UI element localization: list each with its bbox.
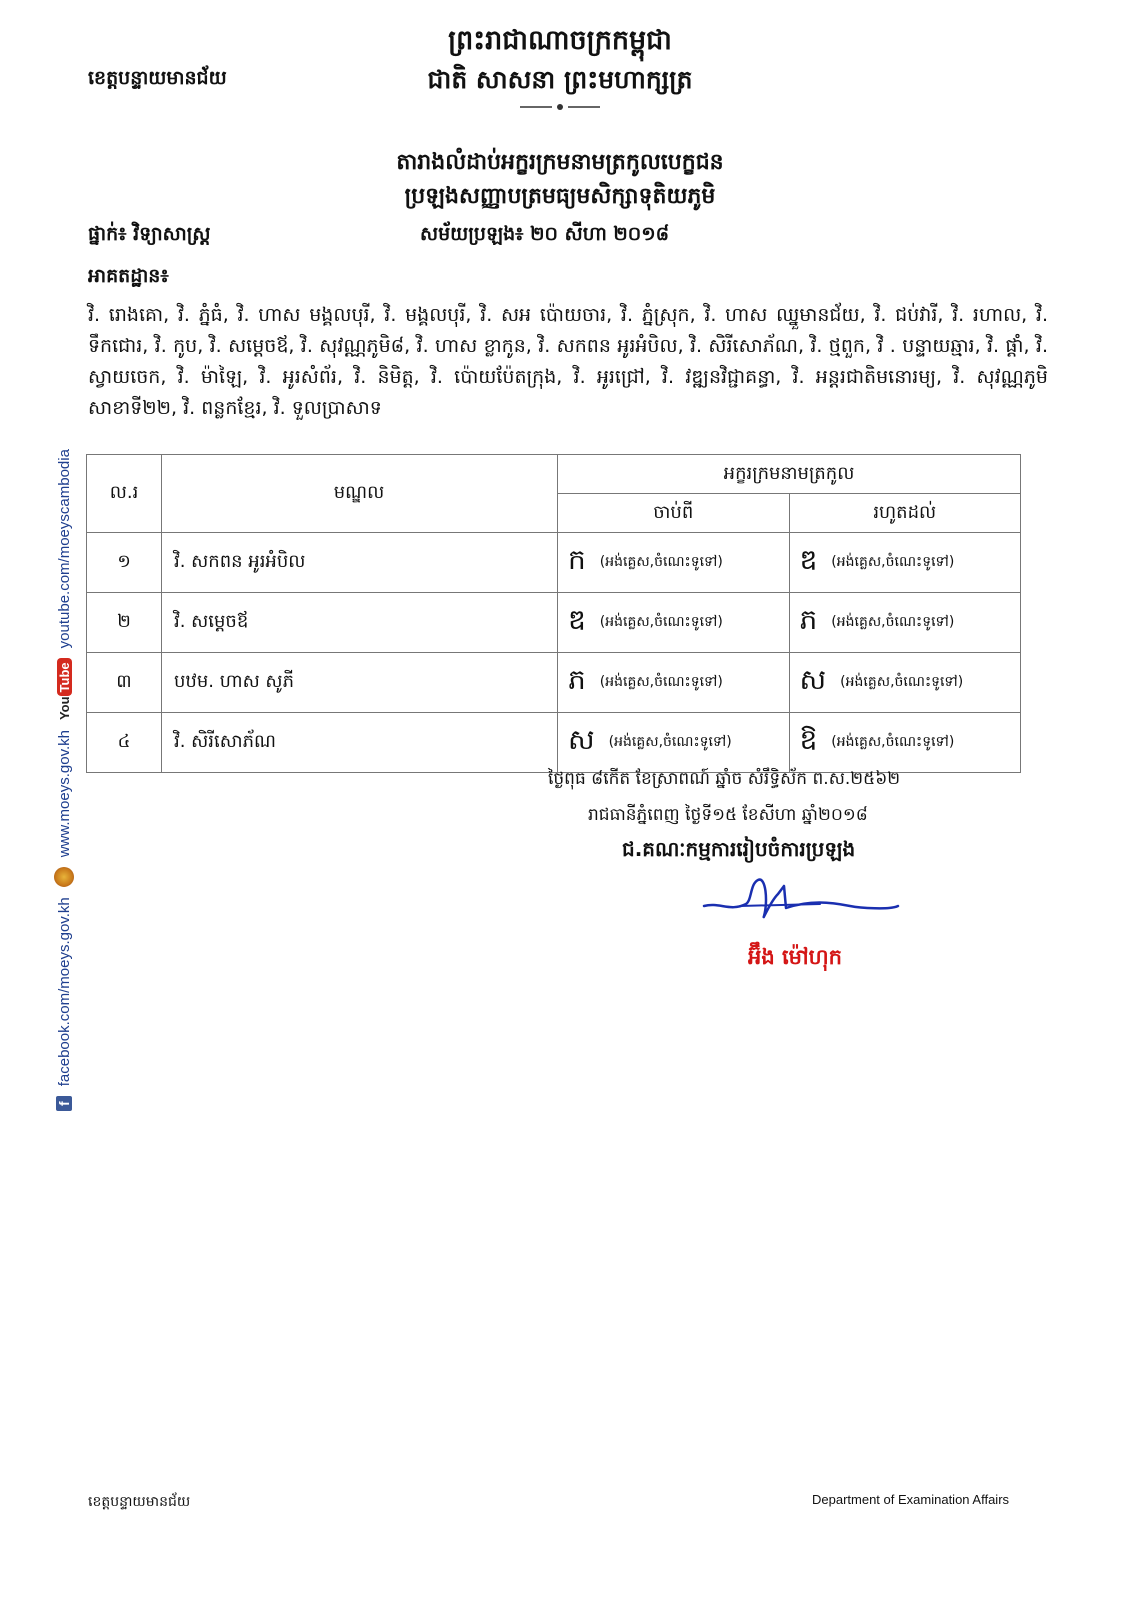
from-letter: ក	[568, 543, 586, 576]
row-center: វិ. សកពន អូរអំបិល	[162, 533, 558, 593]
from-note: (អង់គ្លេស,ចំណេះទូទៅ)	[599, 674, 723, 690]
document-title	[300, 146, 820, 214]
facebook-icon: f	[56, 1096, 72, 1111]
subject-label: ផ្នាក់៖ វិទ្យាសាស្ត្រ	[88, 223, 211, 245]
to-letter: ឌ	[799, 543, 818, 576]
lunar-date: ថ្ងៃពុធ ៨កើត ខែស្រាពណ៍ ឆ្នាំច សំរឹទ្ធិស័ក ព.ស.២៥៦២	[548, 769, 901, 789]
header-no: ល.រ	[87, 455, 162, 533]
row-number: ១	[87, 533, 162, 593]
to-letter: ស	[799, 663, 827, 696]
title-line-1: តារាងលំដាប់អក្ខរក្រមនាមត្រកូលបេក្ខជន	[396, 150, 724, 175]
row-from	[558, 653, 790, 713]
title-line-2: ប្រឡងសញ្ញាបត្រមធ្យមសិក្សាទុតិយភូមិ	[404, 184, 716, 209]
row-center: វិ. សិរីសោភ័ណ	[162, 713, 558, 773]
to-note: (អង់គ្លេស,ចំណេះទូទៅ)	[831, 614, 955, 630]
ministry-emblem-icon	[54, 867, 74, 887]
row-number: ៣	[87, 653, 162, 713]
to-note: (អង់គ្លេស,ចំណេះទូទៅ)	[840, 674, 964, 690]
facebook-link[interactable]: facebook.com/moeys.gov.kh	[55, 897, 73, 1087]
from-note: (អង់គ្លេស,ចំណេះទូទៅ)	[599, 554, 723, 570]
exam-session-date: សម័យប្រឡង៖ ២០ សីហា ២០១៨	[420, 223, 670, 245]
from-letter: ឌ	[568, 603, 586, 636]
table-row	[87, 713, 1021, 773]
province-label: ខេត្តបន្ទាយមានជ័យ	[88, 67, 227, 89]
website-link[interactable]: www.moeys.gov.kh	[55, 730, 73, 858]
to-note: (អង់គ្លេស,ចំណេះទូទៅ)	[831, 554, 955, 570]
youtube-link[interactable]: youtube.com/moeyscambodia	[55, 449, 73, 649]
row-center: វិ. សម្តេចឪ	[162, 593, 558, 653]
footer-department: Department of Examination Affairs	[812, 1492, 1010, 1507]
table-row	[87, 593, 1021, 653]
from-letter: ភ	[568, 663, 586, 696]
youtube-icon	[56, 658, 73, 720]
from-letter: ស	[568, 723, 595, 756]
signature-mark	[700, 872, 900, 932]
header-from: ចាប់ពី	[558, 494, 790, 533]
row-number: ២	[87, 593, 162, 653]
table-row	[87, 533, 1021, 593]
header-center: មណ្ឌល	[162, 455, 558, 533]
from-note: (អង់គ្លេស,ចំណេះទូទៅ)	[599, 614, 723, 630]
youtube-you: You	[56, 696, 72, 721]
social-sidebar	[40, 380, 88, 1180]
national-motto: ជាតិ សាសនា ព្រះមហាក្សត្រ	[427, 65, 693, 94]
to-letter: ឱ	[799, 723, 818, 756]
row-from	[558, 713, 790, 773]
sidebar-links	[54, 449, 74, 1111]
row-to	[789, 593, 1021, 653]
from-note: (អង់គ្លេស,ចំណេះទូទៅ)	[608, 734, 732, 750]
row-to	[789, 653, 1021, 713]
row-from	[558, 533, 790, 593]
to-letter: ភ	[799, 603, 818, 636]
ornament-divider	[520, 103, 600, 111]
row-number: ៤	[87, 713, 162, 773]
row-to	[789, 533, 1021, 593]
kingdom-title: ព្រះរាជាណាចក្រកម្ពុជា	[448, 25, 672, 56]
signer-name: អ៊ឹង ម៉ៅហុក	[748, 945, 842, 969]
row-from	[558, 593, 790, 653]
youtube-tube: Tube	[57, 658, 72, 696]
header-alphabet: អក្ខរក្រមនាមត្រកូល	[558, 455, 1021, 494]
centers-list: វិ. រោងគោ, វិ. ភ្នំធំ, វិ. ហាស មង្គលបុរី, វិ. មង្គលបុរី, វិ. សអ ប៉ោយចារ, វិ. ភ្នំស្រុក, វិ. ហាស ឈ្នួមានជ័យ, វិ. ជប់វារី, វិ. រហាល, វិ. ទឹកជោរ, វិ. កូប, វិ. សម្តេចឪ, វិ. សុវណ្ណភូមិ៨, វិ. ហាស ខ្លាកូន, វិ. សកពន អូរអំបិល, វិ. សិរីសោភ័ណ, វិ. ថ្មពួក, វិ . បន្ទាយឆ្មារ, វិ. ផ្តាំ, វិ. ស្វាយចេក, វិ. ម៉ាឡៃ, វិ. អូរសំព័រ, វិ. និមិត្ត, វិ. ប៉ោយប៉ែតក្រុង, វិ. អូរជ្រៅ, វិ. វឌ្ឍនវិជ្ជាគន្ធា, វិ. អន្តរជាតិមនោរម្យ, វិ. សុវណ្ណភូមិ សាខាទី២២, វិ. ពន្លកខ្មែរ, វិ. ទួលប្រាសាទ	[88, 304, 1048, 419]
solar-date: រាជធានីភ្នំពេញ ថ្ងៃទី១៥ ខែសីហា ឆ្នាំ២០១៨	[588, 805, 868, 825]
footer-province: ខេត្តបន្ទាយមានជ័យ	[88, 1494, 191, 1510]
committee-title: ជ.គណៈកម្មការរៀបចំការប្រឡង	[622, 837, 856, 861]
row-to	[789, 713, 1021, 773]
centers-heading: អាគតដ្ឋាន៖	[88, 265, 169, 287]
alphabet-range-table	[86, 454, 1021, 773]
table-row	[87, 653, 1021, 713]
row-center: បឋម. ហាស សូភី	[162, 653, 558, 713]
header-to: រហូតដល់	[789, 494, 1021, 533]
to-note: (អង់គ្លេស,ចំណេះទូទៅ)	[831, 734, 955, 750]
